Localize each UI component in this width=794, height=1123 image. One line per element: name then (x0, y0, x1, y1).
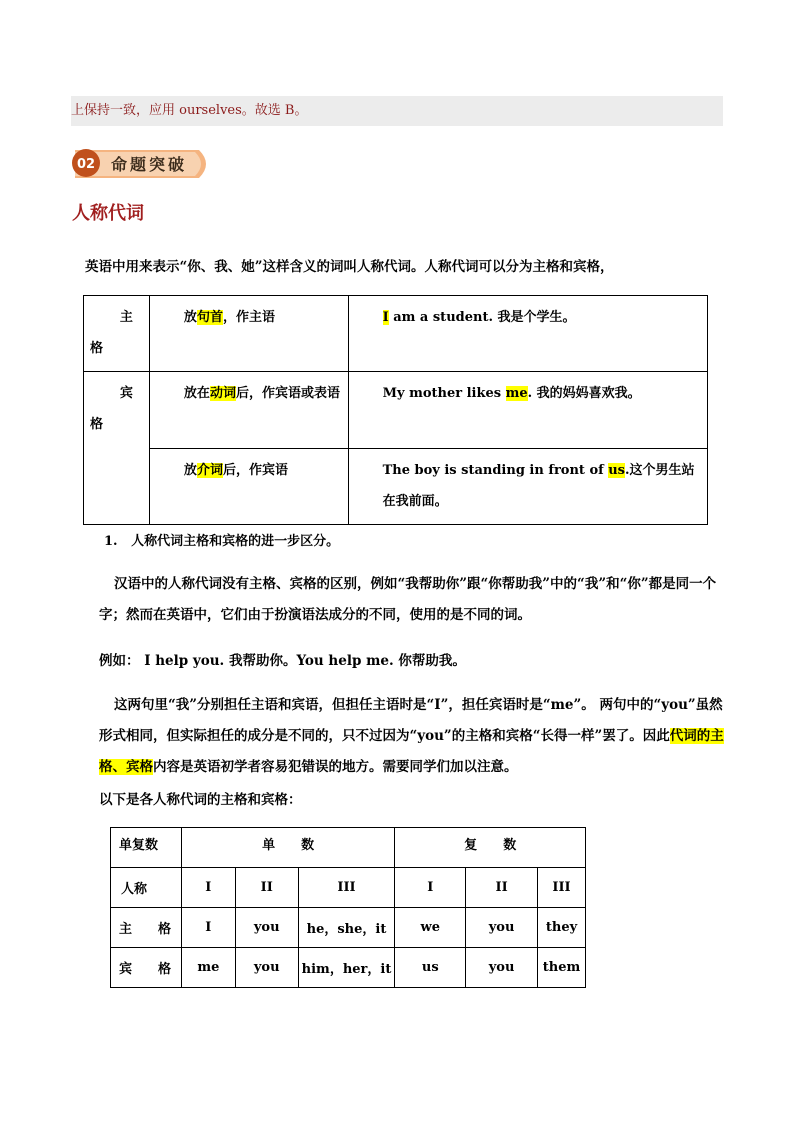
table-cell: you (466, 948, 538, 988)
list-item (104, 532, 339, 552)
table-cell: I (181, 908, 235, 948)
table-row (84, 372, 708, 449)
paragraph-1: 汉语中的人称代词没有主格、宾格的区别，例如“我帮助你”跟“你帮助我”中的“我”和“你”都是同一个字；然而在英语中，它们由于扮演语法成分的不同，使用的是不同的词。 (99, 576, 717, 623)
table-cell: us (395, 948, 466, 988)
list-text: 人称代词主格和宾格的进一步区分。 (131, 534, 340, 549)
table-cell: III (298, 868, 395, 908)
list-number: 1. (104, 534, 118, 549)
table-cell: we (395, 908, 466, 948)
table-cell: them (538, 948, 586, 988)
example-cell: I am a student. 我是个学生。 (348, 296, 707, 372)
section-title: 人称代词 (72, 203, 144, 224)
table-row (84, 449, 708, 525)
paragraph-2: 这两句里“我”分别担任主语和宾语，但担任主语时是“I”，担任宾语时是“me”。 两句中的“you”虽然形式相同，但实际担任的成分是不同的，只不过因为“you”的主格和宾格“长得一样”罢了。因此代词的主格、宾格内容是英语初学者容易犯错误的地方。需要同学们加以注意。 (99, 697, 724, 775)
table-cell: II (466, 868, 538, 908)
header-number-label: 单复数 (111, 828, 182, 868)
header-plural: 复 数 (395, 828, 586, 868)
example-cell: My mother likes me. 我的妈妈喜欢我。 (348, 372, 707, 449)
table-cell: him，her，it (298, 948, 395, 988)
person-label: 人称 (111, 868, 182, 908)
banner-label: 命题突破 (110, 155, 188, 174)
example-cell: The boy is standing in front of us.这个男生站在我前面。 (348, 449, 707, 525)
case-usage-table (83, 295, 708, 525)
table-cell: they (538, 908, 586, 948)
table-row (111, 908, 586, 948)
example-line: 例如： I help you. 我帮助你。You help me. 你帮助我。 (99, 653, 466, 669)
rule-cell: 放在动词后，作宾语或表语 (149, 372, 348, 449)
table-cell: I (395, 868, 466, 908)
object-case-label: 宾 格 (111, 948, 182, 988)
rule-cell: 放句首，作主语 (149, 296, 348, 372)
note-bar (71, 96, 723, 126)
table-row (111, 868, 586, 908)
rule-cell: 放介词后，作宾语 (149, 449, 348, 525)
table-cell: he，she，it (298, 908, 395, 948)
table-row (111, 828, 586, 868)
table-cell: I (181, 868, 235, 908)
banner-number: 02 (76, 157, 96, 172)
table-cell: III (538, 868, 586, 908)
case-cell: 宾 格 (84, 372, 150, 525)
header-singular: 单 数 (181, 828, 394, 868)
table-cell: II (235, 868, 298, 908)
table-intro: 以下是各人称代词的主格和宾格： (99, 792, 302, 808)
table-row (111, 948, 586, 988)
pronoun-case-table (110, 827, 586, 988)
table-cell: you (235, 908, 298, 948)
section-banner (71, 146, 213, 182)
table-cell: me (181, 948, 235, 988)
subject-case-label: 主 格 (111, 908, 182, 948)
table-cell: you (466, 908, 538, 948)
intro-paragraph: 英语中用来表示“你、我、她”这样含义的词叫人称代词。人称代词可以分为主格和宾格， (85, 259, 614, 275)
note-text: 上保持一致，应用 ourselves。故选 B。 (71, 103, 308, 118)
table-row (84, 296, 708, 372)
table-cell: you (235, 948, 298, 988)
case-cell: 主 格 (84, 296, 150, 372)
